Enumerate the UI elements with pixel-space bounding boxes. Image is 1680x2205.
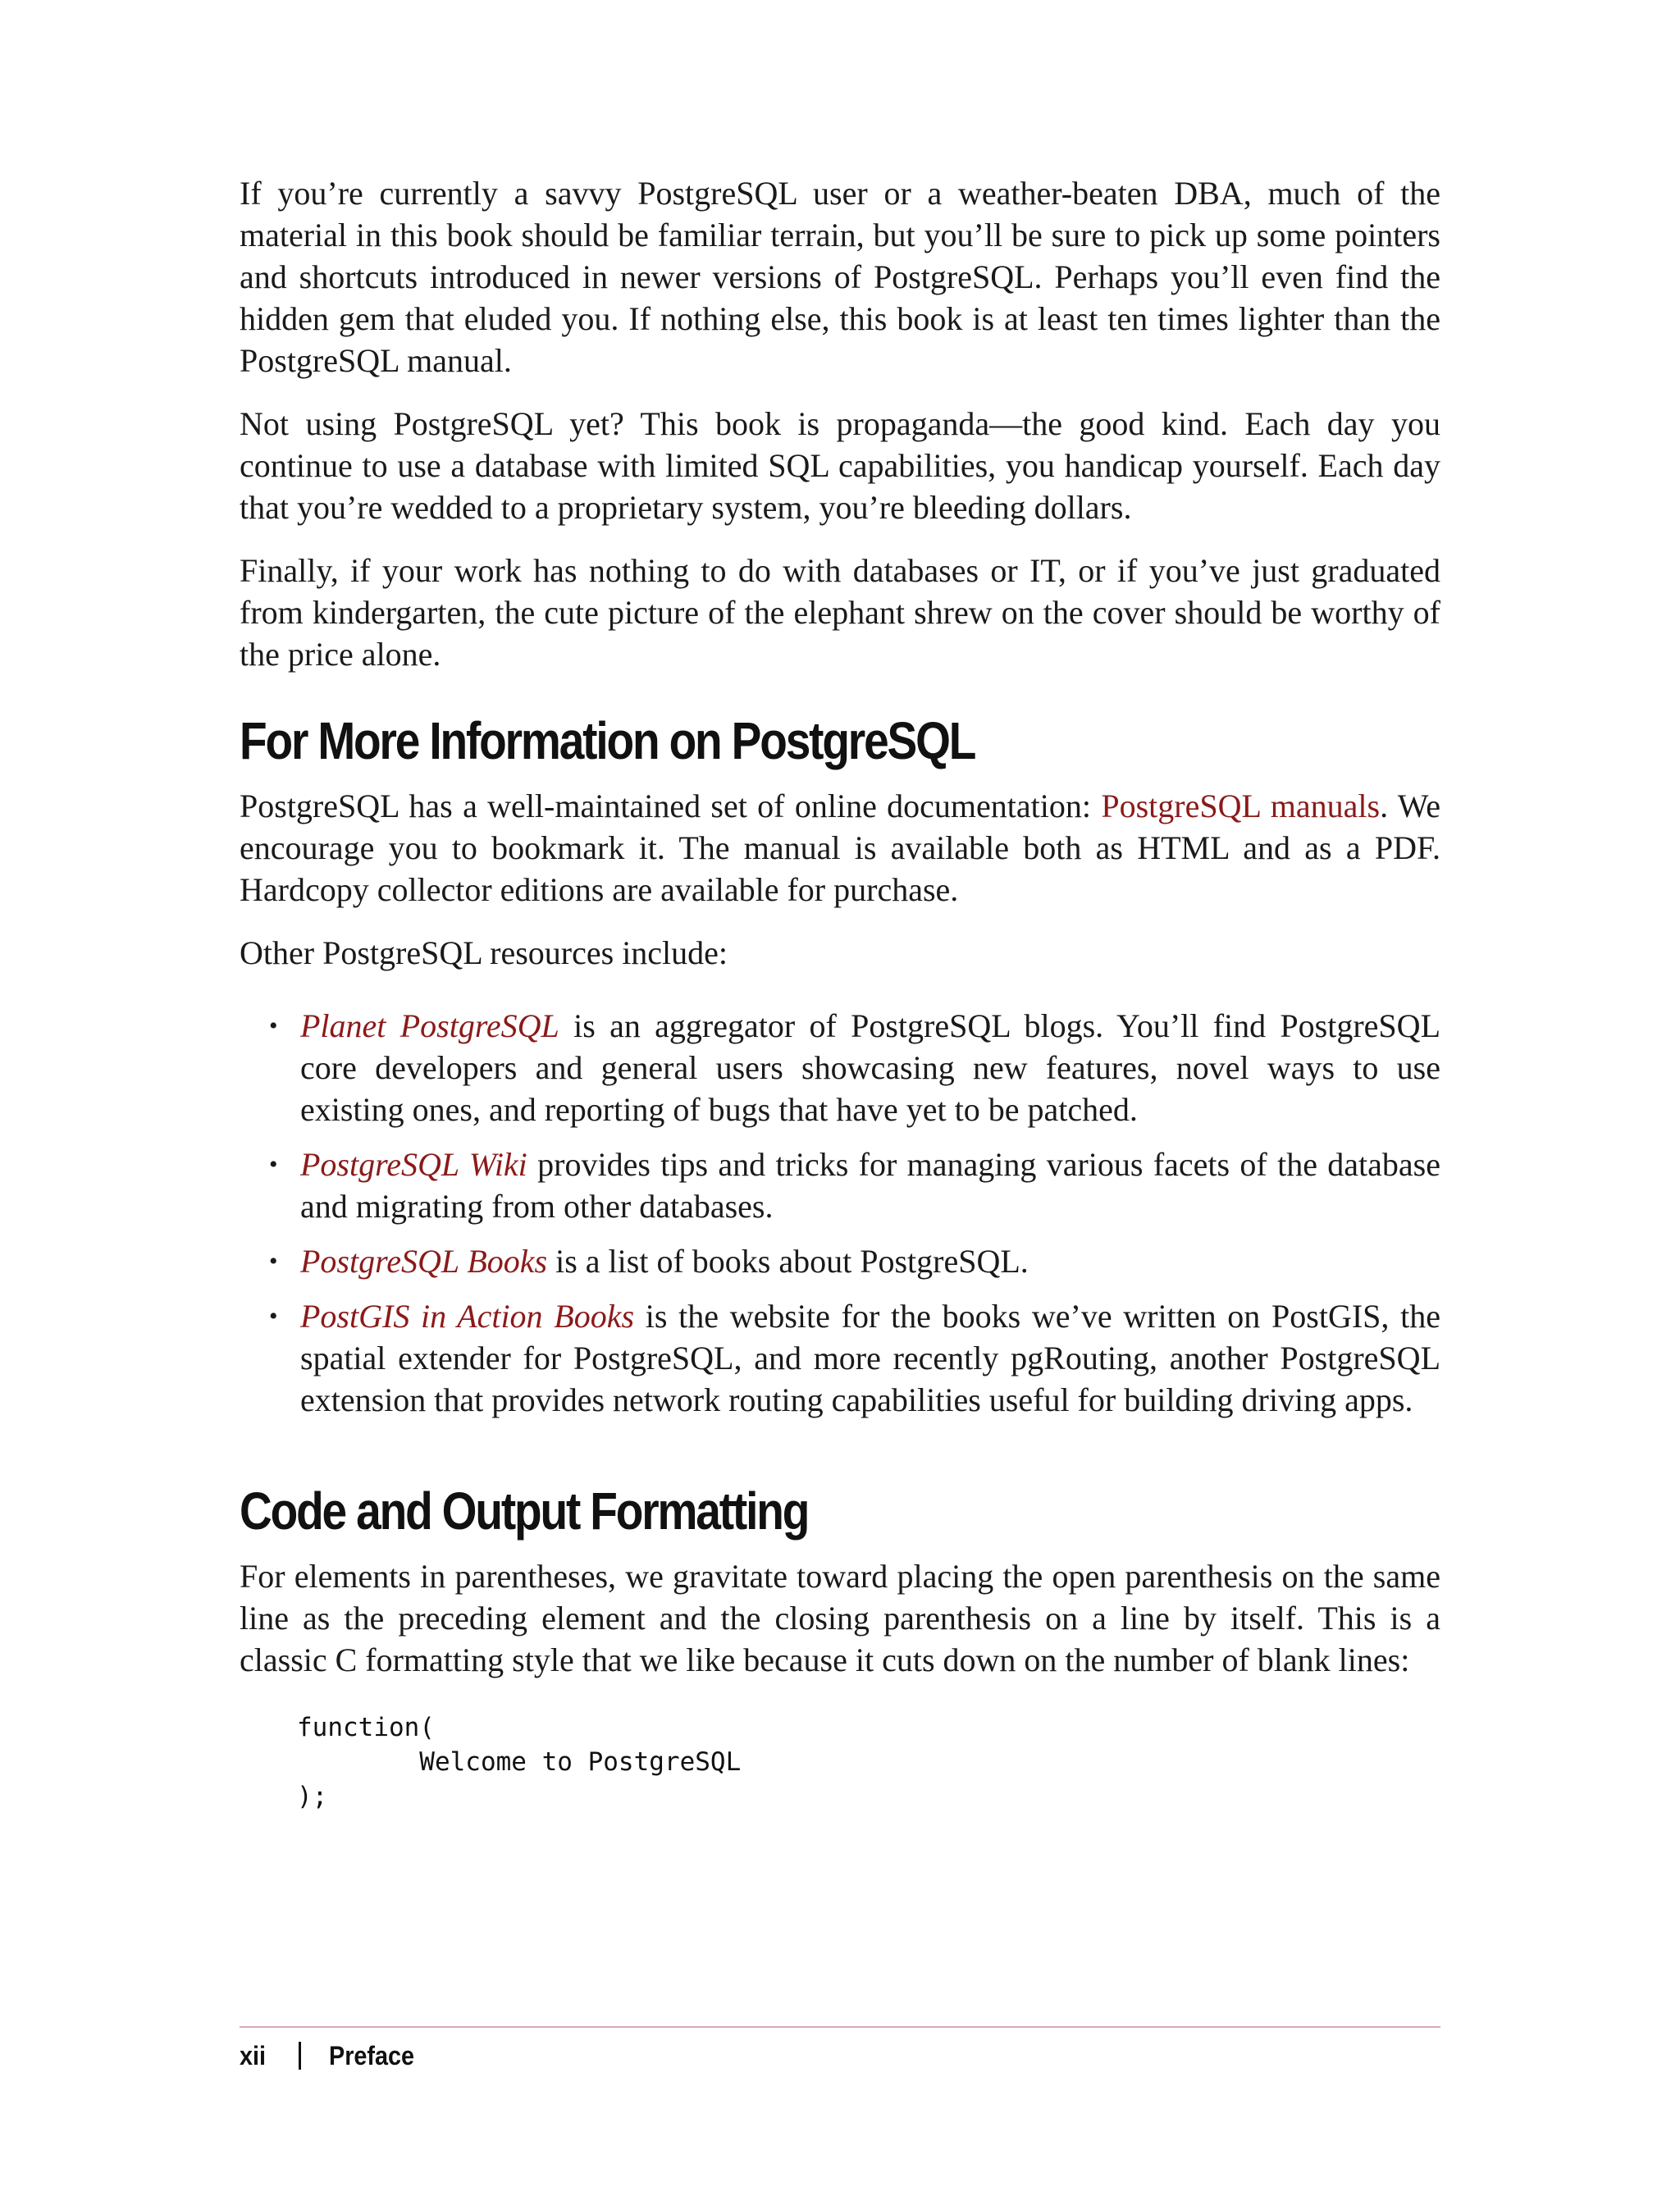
postgresql-wiki-link[interactable]: PostgreSQL Wiki	[300, 1146, 527, 1183]
postgis-in-action-link[interactable]: PostGIS in Action Books	[300, 1298, 635, 1335]
list-item-postgis-in-action	[240, 1295, 1440, 1421]
postgresql-manuals-link[interactable]: PostgreSQL manuals	[1101, 788, 1381, 824]
documentation-text-before: PostgreSQL has a well-maintained set of online documentation:	[240, 788, 1102, 824]
resources-intro: Other PostgreSQL resources include:	[240, 934, 728, 971]
bullet-icon: •	[269, 1151, 278, 1178]
code-example: function( Welcome to PostgreSQL );	[297, 1713, 742, 1811]
bullet-icon: •	[269, 1012, 278, 1039]
chapter-name: Preface	[328, 2041, 414, 2070]
postgis-in-action-text: is the website for the books we’ve written on PostGIS, the spatial extender for PostgreSQL, and more recently pgRouting, another PostgreSQL extension that provides network routing capabilities useful for building driving apps.	[300, 1298, 1440, 1418]
footer-separator	[299, 2042, 301, 2070]
intro-paragraph-2: Not using PostgreSQL yet? This book is propaganda—the good kind. Each day you continue to use a database with limited SQL capabilities, you handicap yourself. Each day that you’re wedded to a proprietary system, you’re bleeding dollars.	[240, 405, 1440, 526]
page-number: xii	[240, 2041, 267, 2070]
page-footer	[240, 2039, 423, 2072]
intro-paragraph-1: If you’re currently a savvy PostgreSQL user or a weather-beaten DBA, much of the material in this book should be familiar terrain, but you’ll be sure to pick up some pointers and shortcuts introduced in newer versions of PostgreSQL. Perhaps you’ll even find the hidden gem that eluded you. If nothing else, this book is at least ten times lighter than the PostgreSQL manual.	[240, 175, 1440, 379]
heading-more-information: For More Information on PostgreSQL	[240, 711, 975, 770]
planet-postgresql-text: is an aggregator of PostgreSQL blogs. You’ll find PostgreSQL core developers and general users showcasing new features, novel ways to use existing ones, and reporting of bugs that have yet to be patched.	[300, 1007, 1441, 1128]
documentation-text-after: . We encourage you to bookmark it. The manual is available both as HTML and as a PDF. Hardcopy collector editions are available for purchase.	[240, 788, 1440, 908]
bullet-icon: •	[269, 1303, 278, 1330]
postgresql-wiki-text: provides tips and tricks for managing various facets of the database and migrating from other databases.	[300, 1146, 1440, 1225]
list-item-postgresql-wiki	[240, 1144, 1440, 1227]
planet-postgresql-link[interactable]: Planet PostgreSQL	[300, 1007, 559, 1044]
postgresql-books-link[interactable]: PostgreSQL Books	[300, 1243, 548, 1280]
code-formatting-paragraph: For elements in parentheses, we gravitate toward placing the open parenthesis on the same line as the preceding element and the closing parenthesis on a line by itself. This is a classic C formatting style that we like because it cuts down on the number of blank lines:	[240, 1558, 1440, 1678]
page-content	[240, 172, 1440, 1814]
postgresql-books-text: is a list of books about PostgreSQL.	[547, 1243, 1029, 1280]
intro-paragraph-3: Finally, if your work has nothing to do with databases or IT, or if you’ve just graduated from kindergarten, the cute picture of the elephant shrew on the cover should be worthy of the price alone.	[240, 552, 1440, 673]
bullet-icon: •	[269, 1248, 278, 1275]
footer-divider	[240, 2026, 1440, 2028]
list-item-planet-postgresql	[240, 1005, 1440, 1130]
list-item-postgresql-books	[240, 1240, 1440, 1282]
documentation-paragraph	[240, 785, 1440, 911]
heading-code-formatting: Code and Output Formatting	[240, 1481, 809, 1541]
resources-list	[240, 1005, 1440, 1421]
